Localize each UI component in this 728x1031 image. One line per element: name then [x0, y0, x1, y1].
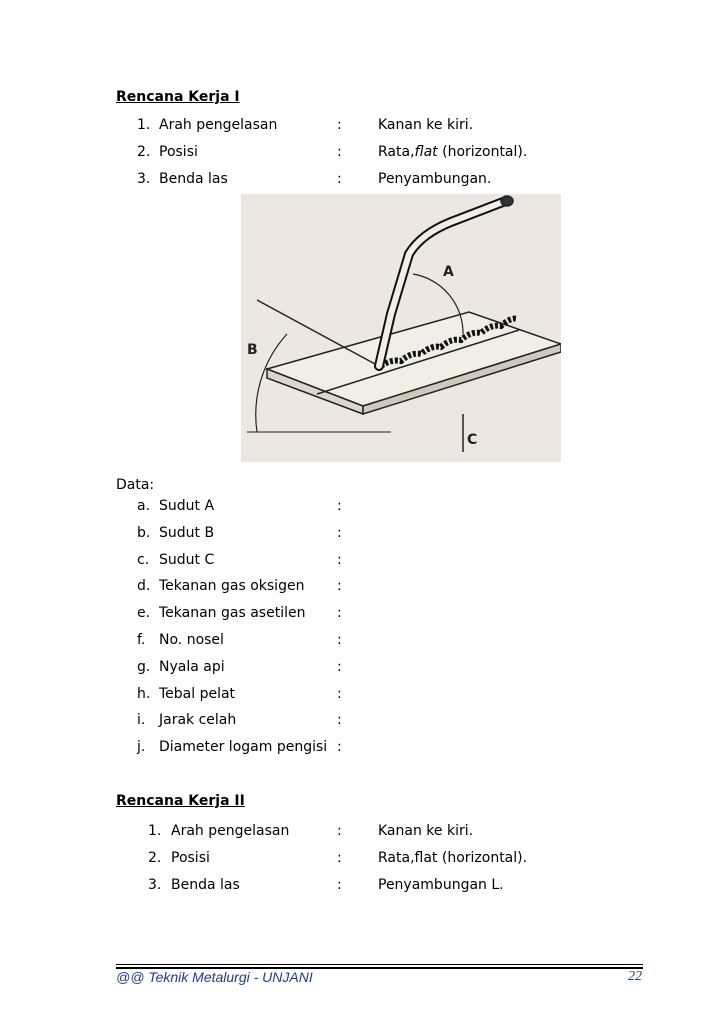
- item-letter: g.: [137, 659, 151, 675]
- value-italic: flat: [414, 144, 438, 160]
- row-label: Arah pengelasan: [171, 823, 290, 839]
- footer-title: @@ Teknik Metalurgi - UNJANI: [116, 969, 313, 985]
- item-colon: :: [337, 632, 342, 648]
- item-label: Jarak celah: [159, 712, 237, 728]
- footer-rule-thin: [116, 964, 643, 965]
- data-item: [0, 604, 728, 622]
- plan2-heading: Rencana Kerja II: [116, 793, 245, 809]
- data-item: [0, 524, 728, 542]
- label-b: B: [247, 342, 258, 358]
- row-colon: :: [337, 823, 342, 839]
- data-title: Data:: [116, 477, 155, 493]
- item-letter: c.: [137, 552, 150, 568]
- row-number: 2.: [137, 144, 151, 160]
- row-colon: :: [337, 171, 342, 187]
- row-label: Posisi: [171, 850, 210, 866]
- data-item: [0, 577, 728, 595]
- plan1-row-2: [0, 143, 728, 161]
- data-item: [0, 631, 728, 649]
- item-colon: :: [337, 739, 342, 755]
- item-letter: b.: [137, 525, 151, 541]
- value-suffix: (horizontal).: [437, 144, 528, 160]
- row-colon: :: [337, 877, 342, 893]
- item-label: Sudut C: [159, 552, 215, 568]
- welding-diagram: [241, 194, 561, 462]
- row-value: Penyambungan L.: [378, 877, 504, 893]
- row-colon: :: [337, 144, 342, 160]
- item-label: Tekanan gas oksigen: [159, 578, 305, 594]
- row-colon: :: [337, 117, 342, 133]
- item-label: Tekanan gas asetilen: [159, 605, 306, 621]
- item-letter: f.: [137, 632, 146, 648]
- row-number: 1.: [137, 117, 151, 133]
- item-colon: :: [337, 552, 342, 568]
- row-value: [378, 143, 527, 161]
- plan1-row-1: [0, 116, 728, 134]
- item-letter: h.: [137, 686, 151, 702]
- data-item: [0, 497, 728, 515]
- item-colon: :: [337, 605, 342, 621]
- plan2-row-3: [0, 876, 728, 894]
- item-letter: a.: [137, 498, 151, 514]
- row-colon: :: [337, 850, 342, 866]
- item-colon: :: [337, 686, 342, 702]
- item-letter: i.: [137, 712, 146, 728]
- item-letter: d.: [137, 578, 151, 594]
- item-letter: j.: [137, 739, 146, 755]
- item-label: Diameter logam pengisi: [159, 739, 328, 755]
- item-label: Tebal pelat: [159, 686, 236, 702]
- item-label: Sudut B: [159, 525, 215, 541]
- item-colon: :: [337, 712, 342, 728]
- item-colon: :: [337, 578, 342, 594]
- item-label: No. nosel: [159, 632, 224, 648]
- plan2-row-2: [0, 849, 728, 867]
- row-label: Arah pengelasan: [159, 117, 278, 133]
- data-item: [0, 738, 728, 756]
- item-label: Sudut A: [159, 498, 215, 514]
- data-item: [0, 711, 728, 729]
- row-value: Kanan ke kiri.: [378, 117, 474, 133]
- item-label: Nyala api: [159, 659, 225, 675]
- torch-end: [501, 196, 513, 206]
- plan2-row-1: [0, 822, 728, 840]
- item-colon: :: [337, 498, 342, 514]
- row-value: Penyambungan.: [378, 171, 492, 187]
- row-label: Benda las: [171, 877, 240, 893]
- plan1-heading: Rencana Kerja I: [116, 89, 240, 105]
- label-c: C: [467, 432, 478, 448]
- page-number: 22: [628, 969, 642, 984]
- label-a: A: [443, 264, 454, 280]
- row-label: Posisi: [159, 144, 198, 160]
- row-number: 3.: [137, 171, 151, 187]
- plan1-row-3: [0, 170, 728, 188]
- row-label: Benda las: [159, 171, 228, 187]
- row-number: 3.: [148, 877, 162, 893]
- value-prefix: Rata,: [378, 144, 415, 160]
- item-colon: :: [337, 659, 342, 675]
- row-number: 1.: [148, 823, 162, 839]
- item-colon: :: [337, 525, 342, 541]
- data-item: [0, 551, 728, 569]
- row-number: 2.: [148, 850, 162, 866]
- item-letter: e.: [137, 605, 151, 621]
- row-value: Rata,flat (horizontal).: [378, 850, 528, 866]
- welding-illustration: [241, 194, 561, 462]
- data-item: [0, 685, 728, 703]
- data-item: [0, 658, 728, 676]
- row-value: Kanan ke kiri.: [378, 823, 474, 839]
